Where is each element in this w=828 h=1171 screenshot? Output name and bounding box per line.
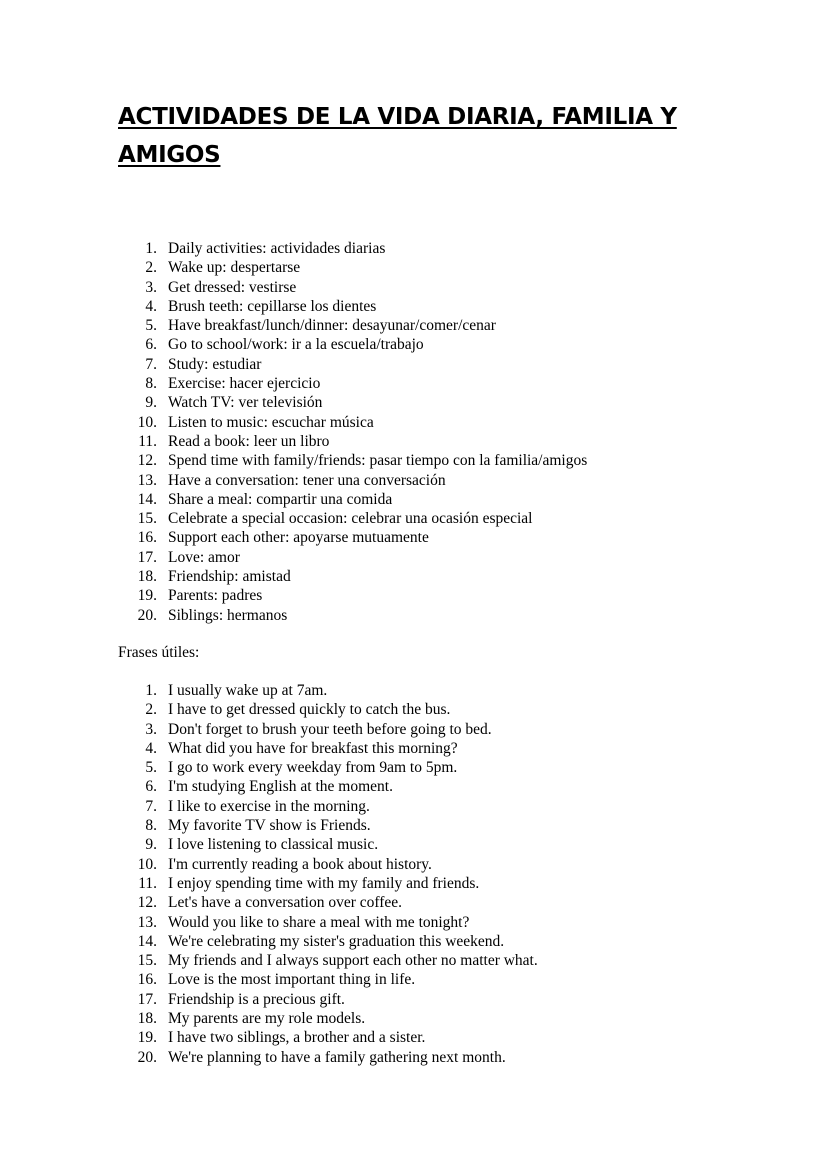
list-item-number: 7.: [145, 355, 157, 373]
list-item-number: 13.: [137, 471, 157, 489]
list-item-number: 18.: [137, 568, 157, 586]
list-item-number: 10.: [137, 413, 157, 431]
page-title: ACTIVIDADES DE LA VIDA DIARIA, FAMILIA Y AMIGOS: [118, 104, 677, 168]
list-item-number: 11.: [138, 874, 157, 892]
phrase-item: [118, 970, 538, 989]
phrase-item: [118, 700, 538, 719]
list-item-number: 6.: [145, 778, 157, 796]
list-item-number: 17.: [137, 990, 157, 1008]
phrase-item: [118, 855, 538, 874]
list-item-text: Love is the most important thing in life.: [168, 971, 416, 989]
phrase-item: [118, 913, 538, 932]
list-item-text: What did you have for breakfast this morning?: [168, 739, 458, 757]
vocabulary-item: [118, 297, 587, 316]
list-item-text: My favorite TV show is Friends.: [168, 817, 371, 835]
list-item-number: 3.: [145, 720, 157, 738]
list-item-text: I love listening to classical music.: [168, 836, 379, 854]
list-item-number: 16.: [137, 529, 157, 547]
list-item-number: 2.: [145, 259, 157, 277]
list-item-text: I'm currently reading a book about history.: [168, 855, 432, 873]
vocabulary-item: [118, 490, 587, 509]
vocabulary-item: [118, 606, 587, 625]
list-item-text: Celebrate a special occasion: celebrar una ocasión especial: [168, 510, 533, 528]
vocabulary-list: [118, 239, 587, 625]
list-item-text: Exercise: hacer ejercicio: [168, 375, 321, 393]
phrase-item: [118, 1009, 538, 1028]
phrase-item: [118, 720, 538, 739]
list-item-text: I usually wake up at 7am.: [168, 682, 328, 699]
list-item-text: Listen to music: escuchar música: [168, 413, 374, 431]
phrase-item: [118, 932, 538, 951]
list-item-text: Parents: padres: [168, 587, 263, 605]
list-item-text: I have two siblings, a brother and a sister.: [168, 1029, 426, 1047]
list-item-number: 7.: [145, 797, 157, 815]
vocabulary-item: [118, 374, 587, 393]
list-item-text: I go to work every weekday from 9am to 5pm.: [168, 759, 458, 777]
vocabulary-item: [118, 567, 587, 586]
list-item-text: Siblings: hermanos: [168, 606, 288, 624]
list-item-text: Read a book: leer un libro: [168, 432, 330, 450]
list-item-number: 14.: [137, 932, 157, 950]
phrase-item: [118, 951, 538, 970]
list-item-number: 14.: [137, 490, 157, 508]
list-item-number: 8.: [145, 817, 157, 835]
vocabulary-item: [118, 239, 587, 258]
list-item-text: Daily activities: actividades diarias: [168, 240, 386, 257]
list-item-number: 20.: [137, 606, 157, 624]
vocabulary-item: [118, 451, 587, 470]
list-item-text: Friendship is a precious gift.: [168, 990, 345, 1008]
list-item-text: I have to get dressed quickly to catch the bus.: [168, 701, 451, 719]
vocabulary-item: [118, 413, 587, 432]
list-item-text: My parents are my role models.: [168, 1010, 366, 1028]
list-item-number: 10.: [137, 855, 157, 873]
phrase-item: [118, 874, 538, 893]
list-item-number: 12.: [137, 452, 157, 470]
list-item-text: Love: amor: [168, 548, 240, 566]
list-item-number: 19.: [137, 1029, 157, 1047]
phrase-item: [118, 777, 538, 796]
list-item-number: 5.: [145, 759, 157, 777]
list-item-text: Spend time with family/friends: pasar tiempo con la familia/amigos: [168, 452, 588, 470]
vocabulary-item: [118, 471, 587, 490]
list-item-number: 15.: [137, 510, 157, 528]
list-item-number: 4.: [145, 739, 157, 757]
phrase-item: [118, 1028, 538, 1047]
vocabulary-item: [118, 393, 587, 412]
list-item-number: 5.: [145, 317, 157, 335]
list-item-text: Brush teeth: cepillarse los dientes: [168, 297, 377, 315]
list-item-text: We're planning to have a family gathering next month.: [168, 1048, 506, 1066]
list-item-text: Support each other: apoyarse mutuamente: [168, 529, 429, 547]
list-item-text: Study: estudiar: [168, 355, 262, 373]
phrase-item: [118, 990, 538, 1009]
phrase-item: [118, 835, 538, 854]
list-item-number: 9.: [145, 394, 157, 412]
list-item-number: 1.: [145, 682, 157, 699]
list-item-text: Get dressed: vestirse: [168, 278, 297, 296]
phrase-item: [118, 681, 538, 700]
list-item-text: Wake up: despertarse: [168, 259, 301, 277]
list-item-number: 19.: [137, 587, 157, 605]
vocabulary-item: [118, 586, 587, 605]
list-item-text: Go to school/work: ir a la escuela/trabajo: [168, 336, 424, 354]
list-item-text: Friendship: amistad: [168, 568, 291, 586]
vocabulary-item: [118, 258, 587, 277]
vocabulary-item: [118, 548, 587, 567]
list-item-text: Watch TV: ver televisión: [168, 394, 323, 412]
list-item-text: Would you like to share a meal with me tonight?: [168, 913, 470, 931]
list-item-number: 1.: [145, 240, 157, 257]
list-item-number: 2.: [145, 701, 157, 719]
vocabulary-item: [118, 278, 587, 297]
list-item-text: Share a meal: compartir una comida: [168, 490, 393, 508]
phrase-item: [118, 816, 538, 835]
list-item-number: 15.: [137, 952, 157, 970]
list-item-text: Don't forget to brush your teeth before going to bed.: [168, 720, 492, 738]
list-item-number: 13.: [137, 913, 157, 931]
phrases-list: [118, 681, 538, 1067]
list-item-number: 12.: [137, 894, 157, 912]
list-item-text: I enjoy spending time with my family and friends.: [168, 874, 480, 892]
vocabulary-item: [118, 316, 587, 335]
list-item-number: 8.: [145, 375, 157, 393]
list-item-text: Have breakfast/lunch/dinner: desayunar/comer/cenar: [168, 317, 496, 335]
vocabulary-item: [118, 528, 587, 547]
list-item-text: I like to exercise in the morning.: [168, 797, 370, 815]
list-item-text: My friends and I always support each other no matter what.: [168, 952, 538, 970]
list-item-number: 3.: [145, 278, 157, 296]
phrase-item: [118, 739, 538, 758]
list-item-number: 16.: [137, 971, 157, 989]
vocabulary-item: [118, 509, 587, 528]
list-item-text: Have a conversation: tener una conversación: [168, 471, 446, 489]
list-item-number: 20.: [137, 1048, 157, 1066]
list-item-number: 17.: [137, 548, 157, 566]
list-item-number: 6.: [145, 336, 157, 354]
vocabulary-item: [118, 432, 587, 451]
phrase-item: [118, 893, 538, 912]
vocabulary-item: [118, 355, 587, 374]
phrases-heading: Frases útiles:: [118, 644, 200, 661]
phrase-item: [118, 1048, 538, 1067]
list-item-number: 4.: [145, 297, 157, 315]
list-item-text: Let's have a conversation over coffee.: [168, 894, 403, 912]
list-item-text: I'm studying English at the moment.: [168, 778, 393, 796]
list-item-text: We're celebrating my sister's graduation this weekend.: [168, 932, 505, 950]
phrase-item: [118, 797, 538, 816]
phrase-item: [118, 758, 538, 777]
list-item-number: 11.: [138, 432, 157, 450]
list-item-number: 18.: [137, 1010, 157, 1028]
list-item-number: 9.: [145, 836, 157, 854]
vocabulary-item: [118, 335, 587, 354]
